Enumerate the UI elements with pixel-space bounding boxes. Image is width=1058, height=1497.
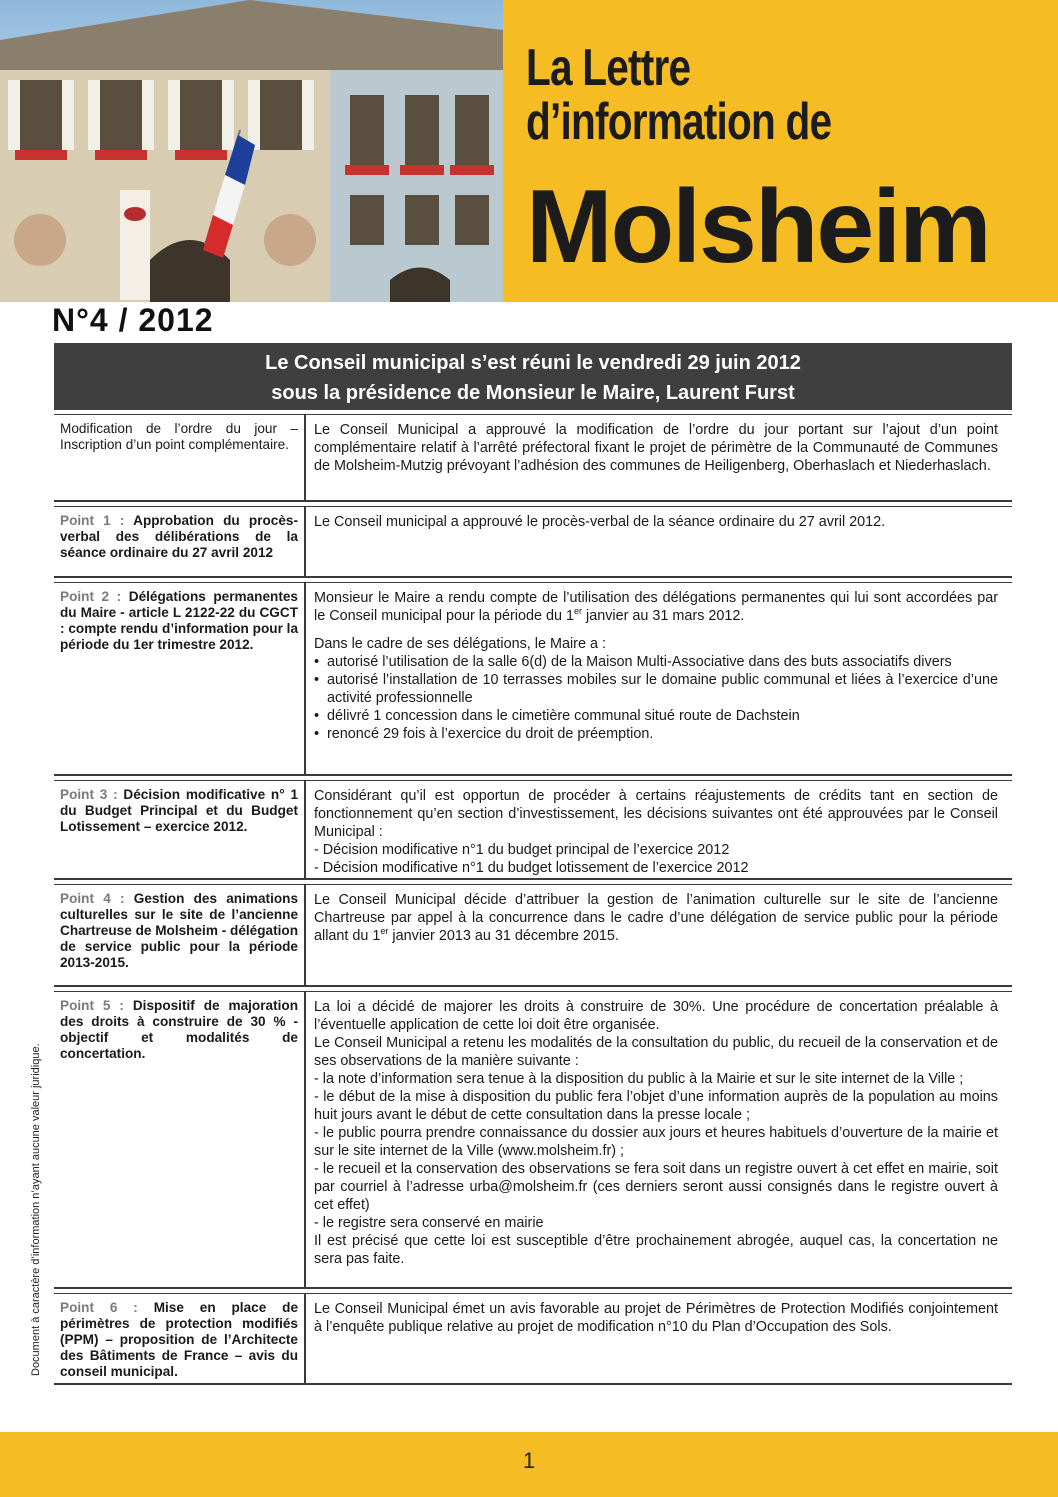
title-town-name: Molsheim bbox=[526, 169, 990, 285]
agenda-row-point-6 bbox=[54, 1293, 1012, 1385]
agenda-item-body bbox=[306, 885, 1012, 985]
point-title: Décision modificative n° 1 du Budget Principal et du Budget Lotissement – exercice 2012. bbox=[60, 787, 299, 834]
agenda-item-body bbox=[306, 781, 1012, 878]
agenda-row-point-3 bbox=[54, 780, 1012, 880]
agenda-item-title bbox=[54, 1294, 306, 1383]
agenda-item-title bbox=[54, 781, 306, 878]
body-paragraph: - la note d’information sera tenue à la disposition du public à la Mairie et sur le site internet de la Ville ; bbox=[314, 1071, 964, 1087]
ordinal-sup: er bbox=[574, 606, 583, 617]
body-paragraph: - le début de la mise à disposition du public fera l’objet d’une information auprès de la population au moins huit jours avant le début de cette consultation dans la presse locale ; bbox=[314, 1089, 998, 1123]
point-label: Point 2 : bbox=[60, 589, 122, 604]
body-paragraph: Le Conseil Municipal a retenu les modalités de la consultation du public, du recueil de la conservation et de ses observations de la manière suivante : bbox=[314, 1035, 998, 1069]
page-number: 1 bbox=[522, 1448, 536, 1473]
body-paragraph bbox=[314, 891, 998, 945]
body-paragraph: Le Conseil Municipal a approuvé la modification de l’ordre du jour portant sur l’ajout d’un point complémentaire relatif à l’arrêté préfectoral fixant le projet de périmètre de la Communauté de Communes de Molsheim-Mutzig prévoyant l’adhésion des communes de Heiligenberg, Oberhaslach et Niederhaslach. bbox=[314, 422, 998, 474]
body-paragraph: - le recueil et la conservation des observations se fera soit dans un registre ouvert à cet effet en mairie, soit par courriel à l’adresse urba@molsheim.fr (ces derniers seront aussi consignés dans le registre ouvert à cet effet) bbox=[314, 1161, 998, 1213]
title-line-1: La Lettre bbox=[526, 39, 691, 97]
list-item: • autorisé l’utilisation de la salle 6(d) de la Maison Multi-Associative dans des buts associatifs divers bbox=[314, 653, 998, 671]
agenda-row-point-4 bbox=[54, 884, 1012, 987]
banner-line-1: Le Conseil municipal s’est réuni le vendredi 29 juin 2012 bbox=[265, 352, 801, 374]
intro-text: Monsieur le Maire a rendu compte de l’utilisation des délégations permanentes qui lui sont accordées par le Conseil municipal pour la période du 1 bbox=[314, 590, 998, 624]
banner-line-2: sous la présidence de Monsieur le Maire, Laurent Furst bbox=[271, 382, 795, 404]
agenda-row-point-2 bbox=[54, 582, 1012, 776]
title-line-2: d’information de bbox=[526, 93, 832, 151]
body-paragraph: Dans le cadre de ses délégations, le Maire a : bbox=[314, 636, 606, 652]
agenda-row-point-1 bbox=[54, 506, 1012, 578]
list-item: • autorisé l’installation de 10 terrasses mobiles sur le domaine public communal et liées à l’exercice d’une activité professionnelle bbox=[314, 671, 998, 707]
agenda-item-title: Modification de l’ordre du jour – Inscription d’un point complémentaire. bbox=[54, 415, 306, 500]
point-title: Délégations permanentes du Maire - article L 2122-22 du CGCT : compte rendu d’information pour la période du 1er trimestre 2012. bbox=[60, 589, 298, 652]
delegation-list bbox=[314, 653, 998, 743]
intro-text-end: janvier au 31 mars 2012. bbox=[582, 608, 745, 624]
body-text-end: janvier 2013 au 31 décembre 2015. bbox=[388, 928, 619, 944]
body-paragraph: Considérant qu’il est opportun de procéder à certains réajustements de crédits tant en section de fonctionnement qu’en section d’investissement, les décisions suivantes ont été approuvées par le Conseil Municipal : bbox=[314, 788, 998, 840]
point-label: Point 3 : bbox=[60, 787, 118, 802]
body-paragraph: - Décision modificative n°1 du budget lotissement de l’exercice 2012 bbox=[314, 860, 749, 876]
agenda-table bbox=[54, 414, 1012, 1389]
point-label: Point 1 : bbox=[60, 513, 125, 528]
body-paragraph: Le Conseil Municipal émet un avis favorable au projet de Périmètres de Protection Modifiés conjointement à l’enquête publique relative au projet de modification n°10 du Plan d’Occupation des Sols. bbox=[314, 1301, 998, 1335]
issue-number: N°4 / 2012 bbox=[52, 302, 214, 338]
point-title: Mise en place de périmètres de protection modifiés (PPM) – proposition de l’Architecte des Bâtiments de France – avis du conseil municipal. bbox=[60, 1300, 299, 1379]
agenda-item-body bbox=[306, 507, 1012, 576]
list-item: • délivré 1 concession dans le cimetière communal situé route de Dachstein bbox=[314, 707, 998, 725]
meeting-banner bbox=[54, 343, 1012, 410]
body-paragraph: - le public pourra prendre connaissance du dossier aux jours et heures habituels d’ouverture de la mairie et sur le site internet de la Ville (www.molsheim.fr) ; bbox=[314, 1125, 998, 1159]
agenda-item-title bbox=[54, 885, 306, 985]
agenda-item-title bbox=[54, 583, 306, 774]
agenda-item-body bbox=[306, 992, 1012, 1287]
body-paragraph: - Décision modificative n°1 du budget principal de l’exercice 2012 bbox=[314, 842, 730, 858]
agenda-item-body bbox=[306, 415, 1012, 500]
body-paragraph: Il est précisé que cette loi est susceptible d’être prochainement abrogée, auquel cas, la concertation ne sera pas faite. bbox=[314, 1233, 998, 1267]
agenda-item-body bbox=[306, 1294, 1012, 1383]
agenda-row-point-5 bbox=[54, 991, 1012, 1289]
agenda-item-body bbox=[306, 583, 1012, 774]
body-paragraph: - le registre sera conservé en mairie bbox=[314, 1215, 544, 1231]
point-label: Point 6 : bbox=[60, 1300, 138, 1315]
body-paragraph: La loi a décidé de majorer les droits à construire de 30%. Une procédure de concertation préalable à l’éventuelle application de cette loi doit être organisée. bbox=[314, 999, 998, 1033]
point-title: Dispositif de majoration des droits à construire de 30 % - objectif et modalités de concertation. bbox=[60, 998, 298, 1061]
list-item: • renoncé 29 fois à l’exercice du droit de préemption. bbox=[314, 725, 998, 743]
point-label: Point 5 : bbox=[60, 998, 124, 1013]
agenda-item-title bbox=[54, 507, 306, 576]
body-text: Le Conseil Municipal décide d’attribuer la gestion de l’animation culturelle sur le site de l’ancienne Chartreuse par appel à la concurrence dans le cadre d’une délégation de service public pour la période allant du 1 bbox=[314, 892, 998, 944]
legal-disclaimer: Document à caractère d’information n’ayant aucune valeur juridique. bbox=[30, 1043, 42, 1376]
header-photo-town-hall bbox=[0, 0, 503, 302]
body-paragraph: Le Conseil municipal a approuvé le procès-verbal de la séance ordinaire du 27 avril 2012. bbox=[314, 514, 886, 530]
body-paragraph bbox=[314, 589, 998, 625]
point-label: Point 4 : bbox=[60, 891, 125, 906]
point-title: Approbation du procès-verbal des délibérations de la séance ordinaire du 27 avril 2012 bbox=[60, 513, 298, 560]
agenda-row-ordre-du-jour bbox=[54, 414, 1012, 502]
point-title: Gestion des animations culturelles sur le site de l’ancienne Chartreuse de Molsheim - délégation de service public pour la période 2013-2015. bbox=[60, 891, 299, 970]
ordinal-sup: er bbox=[380, 926, 389, 937]
agenda-item-title bbox=[54, 992, 306, 1287]
